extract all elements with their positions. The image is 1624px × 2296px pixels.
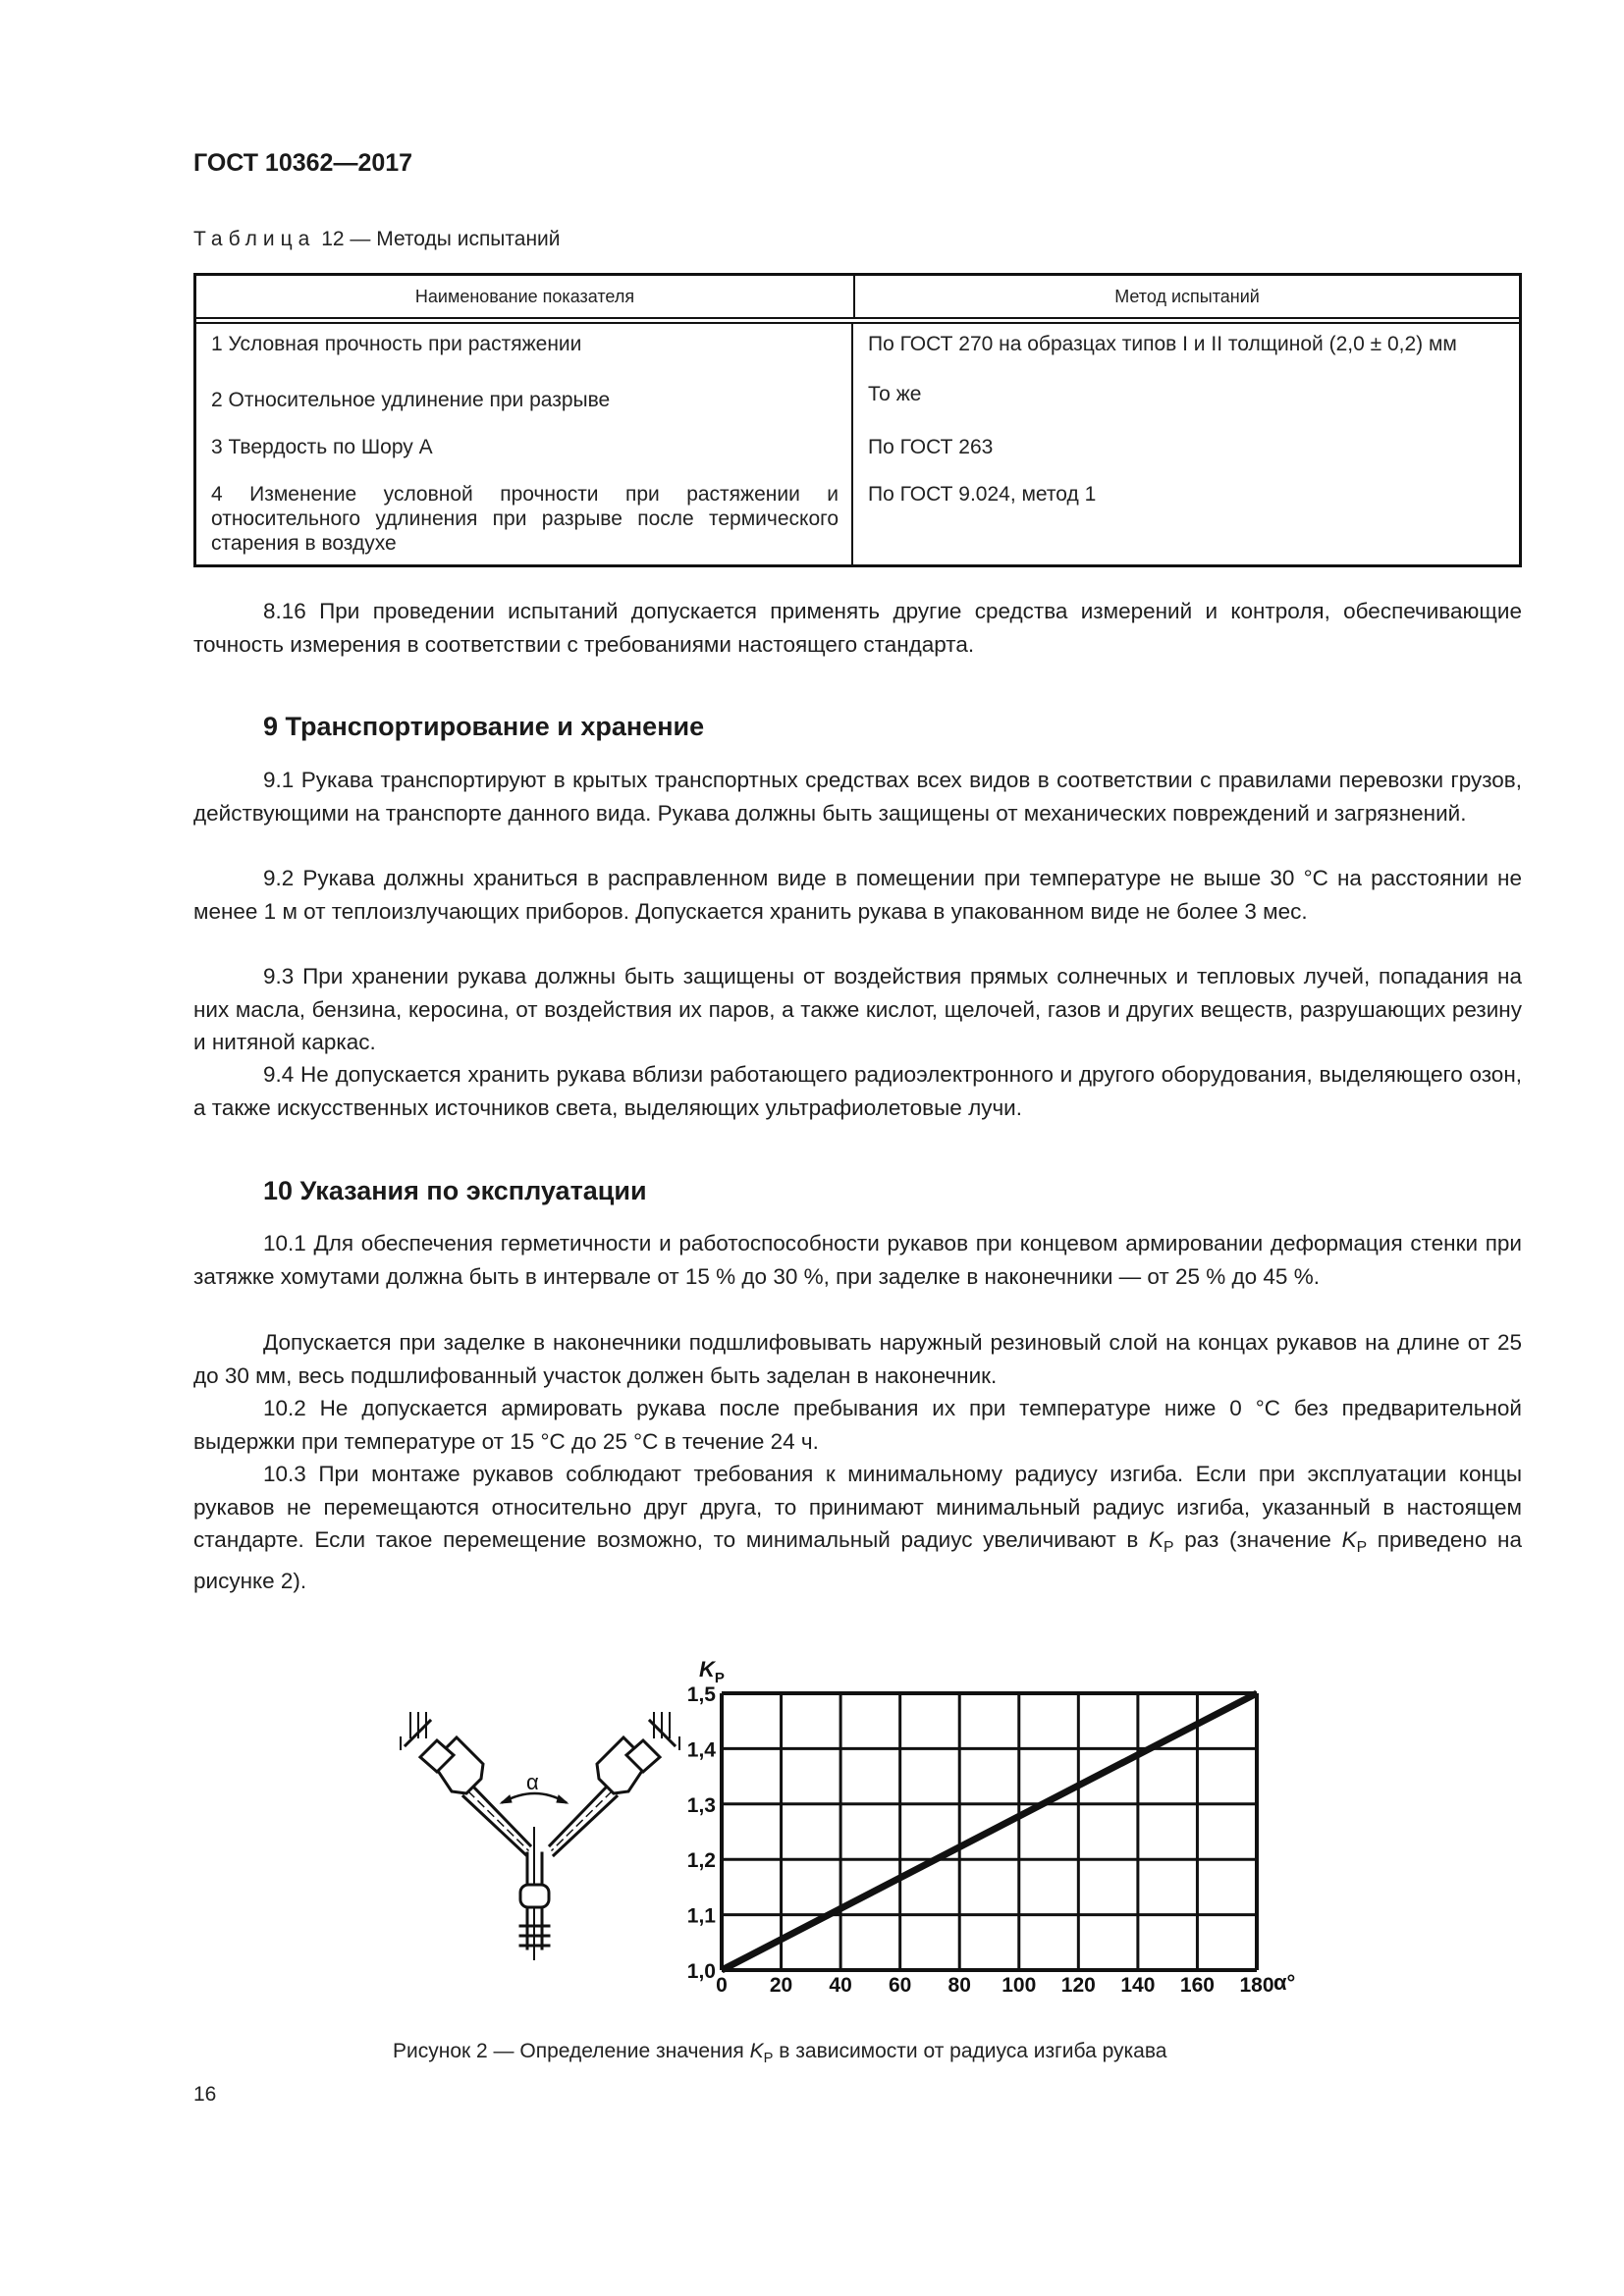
table-cell-indicator: 2 Относительное удлинение при разрыве — [211, 389, 611, 411]
table-caption-prefix: Таблица — [193, 228, 316, 250]
paragraph-text: раз (значение — [1184, 1527, 1331, 1552]
method-column — [853, 324, 1519, 564]
paragraph-text: 9.3 При хранении рукава должны быть защищены от воздействия прямых солнечных и тепловых лучей, попадания на них масла, бензина, керосина, от воздействия их паров, а также кислот, щелочей, газов и других веществ, разрушающих резину и нитяной каркас. — [193, 964, 1522, 1054]
x-tick-label: 40 — [829, 1974, 852, 1997]
table-cell-method: То же — [868, 383, 922, 405]
caption-text: Рисунок 2 — Определение значения — [393, 2040, 744, 2062]
paragraph-10-1 — [193, 1227, 1522, 1293]
x-tick-label: 120 — [1060, 1974, 1096, 1997]
table-cell-indicator: 3 Твердость по Шору А — [211, 436, 433, 458]
table-cell-indicator: 1 Условная прочность при растяжении — [211, 333, 582, 355]
paragraph-10-3 — [193, 1458, 1522, 1597]
paragraph-text: 10.2 Не допускается армировать рукава после пребывания их при температуре ниже 0 °С без предварительной выдержки при температуре от 15 °С до 25 °С в течение 24 ч. — [193, 1396, 1522, 1454]
arrow-right-icon — [557, 1795, 568, 1803]
x-axis-tick-labels — [716, 1974, 1273, 1997]
table-cell-method: По ГОСТ 9.024, метод 1 — [868, 483, 1097, 506]
x-axis-label: α° — [1273, 1970, 1296, 1995]
y-axis-label: $K_P$ — [699, 1657, 725, 1686]
paragraph-text: 10.1 Для обеспечения герметичности и работоспособности рукавов при концевом армировании деформация стенки при затяжке хомутами должна быть в интервале от 15 % до 30 %, при заделке в наконечники — от 25 % до 45 %. — [193, 1231, 1522, 1289]
document-code: ГОСТ 10362—2017 — [193, 149, 413, 177]
table-cell-indicator: 4 Изменение условной прочности при растяжении и относительного удлинения при разрыве после термического старения в воздухе — [211, 483, 839, 555]
x-tick-label: 20 — [769, 1974, 793, 1997]
paragraph-8-16 — [193, 595, 1522, 661]
x-tick-label: 80 — [947, 1974, 971, 1997]
right-hose-branch — [550, 1713, 679, 1855]
stem-hose — [520, 1828, 549, 1959]
paragraph-10-1-note — [193, 1326, 1522, 1392]
x-tick-label: 60 — [888, 1974, 912, 1997]
x-tick-label: 100 — [1001, 1974, 1037, 1997]
x-tick-label: 180 — [1239, 1974, 1274, 1997]
kp-letter: K — [749, 2040, 764, 2062]
page-number: 16 — [193, 2083, 217, 2106]
section-10-heading: 10 Указания по эксплуатации — [263, 1176, 647, 1205]
angle-arc — [503, 1793, 566, 1802]
table-caption-title: 12 — Методы испытаний — [321, 228, 561, 250]
kp-symbol — [1149, 1527, 1174, 1556]
y-tick-label: 1,0 — [686, 1960, 716, 1983]
hose-bend-diagram — [393, 1708, 687, 1963]
kp-symbol — [749, 2040, 774, 2066]
test-methods-table — [193, 273, 1522, 567]
section-9-heading: 9 Транспортирование и хранение — [263, 712, 705, 741]
table-caption — [193, 228, 561, 251]
table-header-row — [196, 276, 1519, 319]
y-tick-label: 1,1 — [686, 1904, 716, 1928]
x-tick-label: 140 — [1120, 1974, 1156, 1997]
x-tick-label: 160 — [1179, 1974, 1215, 1997]
y-axis-tick-labels — [687, 1683, 717, 1983]
kp-letter: K — [1149, 1527, 1164, 1552]
x-tick-label: 0 — [716, 1974, 728, 1997]
y-tick-label: 1,2 — [686, 1849, 716, 1873]
paragraph-text: приведено на рисунке 2). — [193, 1527, 1522, 1593]
paragraph-text: 10.3 При монтаже рукавов соблюдают требования к минимальному радиусу изгиба. Если при эксплуатации концы рукавов не перемещаются относительно друг друга, то принимают минимальный радиус изгиба, указанный в настоящем стандарте. Если такое перемещение возможно, то минимальный радиус увеличивают в — [193, 1462, 1522, 1552]
caption-text: в зависимости от радиуса изгиба рукава — [779, 2040, 1167, 2062]
table-cell-method: По ГОСТ 270 на образцах типов I и II толщиной (2,0 ± 0,2) мм — [868, 333, 1457, 355]
column-header-indicator: Наименование показателя — [196, 276, 855, 317]
left-hose-branch — [401, 1713, 530, 1855]
indicator-column — [196, 324, 853, 564]
paragraph-9-2 — [193, 862, 1522, 928]
y-tick-label: 1,4 — [686, 1738, 716, 1762]
kp-letter: K — [1341, 1527, 1357, 1552]
paragraph-text: 9.2 Рукава должны храниться в расправленном виде в помещении при температуре не выше 30 °С на расстоянии не менее 1 м от теплоизлучающих приборов. Допускается хранить рукава в упакованном виде не более 3 мес. — [193, 866, 1522, 924]
y-tick-label: 1,3 — [686, 1793, 716, 1817]
table-cell-method: По ГОСТ 263 — [868, 436, 994, 458]
kp-subscript: P — [763, 2051, 774, 2066]
alpha-label: α — [526, 1770, 539, 1794]
y-tick-label: 1,5 — [686, 1683, 716, 1706]
paragraph-9-4 — [193, 1058, 1522, 1124]
paragraph-text: 9.1 Рукава транспортируют в крытых транспортных средствах всех видов в соответствии с правилами перевозки грузов, действующими на транспорте данного вида. Рукава должны быть защищены от механических повреждений и загрязнений. — [193, 768, 1522, 826]
arrow-left-icon — [501, 1795, 512, 1803]
kp-line — [722, 1693, 1257, 1970]
kp-subscript: P — [1164, 1539, 1174, 1556]
kp-symbol — [1341, 1527, 1368, 1556]
figure-caption — [393, 2040, 1166, 2066]
kp-chart — [677, 1649, 1326, 2012]
column-header-method: Метод испытаний — [1114, 286, 1260, 306]
kp-subscript: P — [1356, 1539, 1368, 1556]
paragraph-text: Допускается при заделке в наконечники подшлифовывать наружный резиновый слой на концах рукавов на длине от 25 до 30 мм, весь подшлифованный участок должен быть заделан в наконечник. — [193, 1330, 1522, 1388]
paragraph-10-2 — [193, 1392, 1522, 1458]
paragraph-text: 8.16 При проведении испытаний допускается применять другие средства измерений и контроля, обеспечивающие точность измерения в соответствии с требованиями настоящего стандарта. — [193, 599, 1522, 657]
paragraph-9-1 — [193, 764, 1522, 829]
table-body — [196, 324, 1519, 564]
paragraph-9-3 — [193, 960, 1522, 1059]
paragraph-text: 9.4 Не допускается хранить рукава вблизи работающего радиоэлектронного и другого оборудования, выделяющего озон, а также искусственных источников света, выделяющих ультрафиолетовые лучи. — [193, 1062, 1522, 1120]
chart-series-kp — [722, 1693, 1257, 1970]
